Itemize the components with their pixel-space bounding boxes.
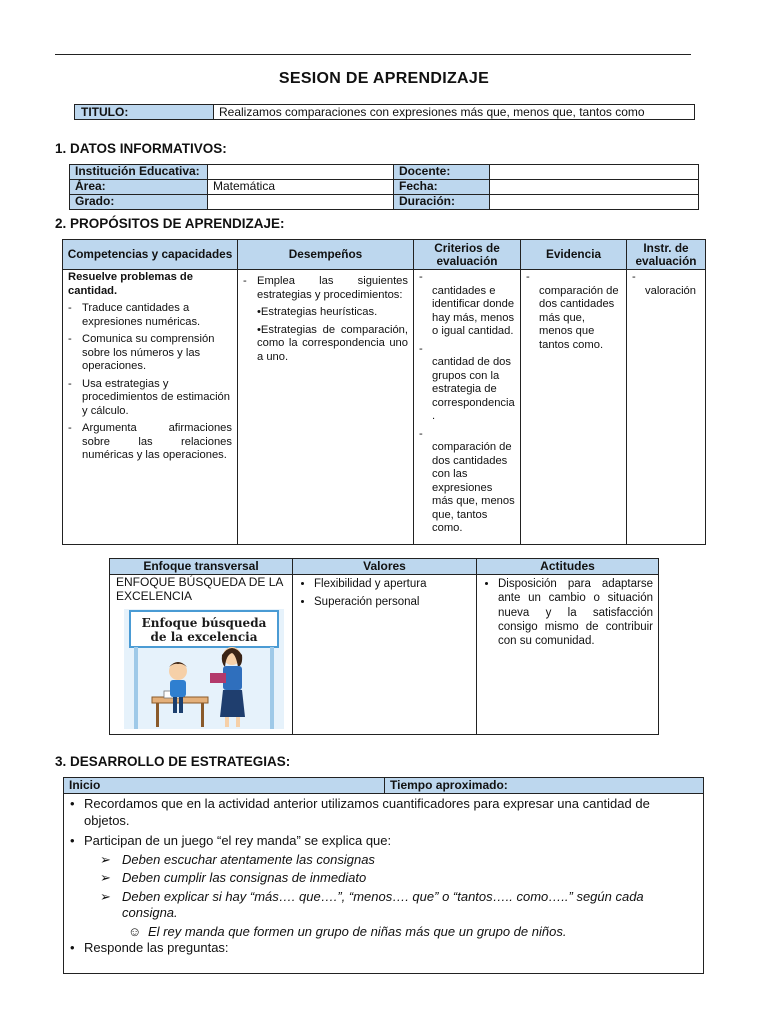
instrumento-text: valoración (645, 284, 696, 297)
arrow-item: ➢ Deben explicar si hay “más…. que….”, “menos…. que” o “tantos….. como…..” según cada consigna. (100, 888, 644, 920)
dash-mark: - (419, 427, 423, 440)
table-row (63, 270, 706, 545)
titulo-box (74, 104, 695, 120)
table-header-row (63, 240, 706, 270)
table-row (70, 180, 699, 195)
arrow-item: ➢ Deben cumplir las consignas de inmediato (100, 870, 367, 885)
list-item: • Recordamos que en la actividad anterior utilizamos cuantificadores para expresar una cantidad de objetos. (70, 796, 697, 829)
titulo-value: Realizamos comparaciones con expresiones más que, menos que, tantos como (219, 105, 645, 119)
table-row (110, 575, 659, 735)
desempeno-intro: - Emplea las siguientes estrategias y procedimientos: (243, 275, 408, 302)
arrow-icon: ➢ (100, 851, 111, 867)
enfoque-cell (110, 575, 293, 735)
evidencia-text: comparación de dos cantidades más que, menos que tantos como. (539, 284, 619, 351)
col-evidencia: Evidencia (521, 240, 627, 270)
col-competencias: Competencias y capacidades (63, 240, 238, 270)
duracion-value (490, 195, 699, 210)
header-rule (55, 54, 691, 55)
dash-mark: - (632, 271, 636, 283)
table-header-row (64, 778, 704, 794)
capacidades-list (68, 302, 232, 463)
col-valores: Valores (293, 559, 477, 575)
list-item: - Traduce cantidades a expresiones numéricas. (68, 302, 232, 329)
criterio-item: - comparación de dos cantidades con las expresiones más que, menos que, tantos como. (419, 427, 515, 534)
dash-mark: - (419, 342, 423, 355)
valores-list (298, 577, 471, 610)
enfoque-name: ENFOQUE BÚSQUEDA DE LA EXCELENCIA (116, 575, 283, 603)
competencias-cell (63, 270, 238, 545)
illustration-title: Enfoque búsqueda (141, 616, 267, 630)
duracion-label: Duración: (394, 195, 490, 210)
actitudes-list (482, 577, 653, 648)
list-item: • Disposición para adaptarse ante un cambio o situación nueva y la satisfacción consigo mismo de contribuir con su comunidad. (498, 577, 653, 648)
col-criterios: Criterios de evaluación (414, 240, 521, 270)
smiley-icon: ☺ (128, 923, 142, 939)
list-item: • Flexibilidad y apertura (314, 577, 471, 591)
table-row (70, 195, 699, 210)
section-propositos-heading: 2. PROPÓSITOS DE APRENDIZAJE: (55, 216, 285, 231)
grado-value (208, 195, 394, 210)
desempeno-item: •Estrategias heurísticas. (257, 306, 378, 318)
area-value: Matemática (208, 180, 394, 195)
inicio-label: Inicio (64, 778, 385, 794)
list-item: • Participan de un juego “el rey manda” se explica que: (70, 833, 697, 850)
desarrollo-table (63, 777, 704, 974)
docente-label: Docente: (394, 165, 490, 180)
table-row (64, 794, 704, 974)
dash-mark: - (526, 271, 530, 283)
page-title: SESION DE APRENDIZAJE (278, 70, 490, 87)
docente-value (490, 165, 699, 180)
tiempo-label: Tiempo aproximado: (385, 778, 704, 794)
desempenos-cell (238, 270, 414, 545)
arrow-icon: ➢ (100, 888, 111, 904)
section-datos-heading: 1. DATOS INFORMATIVOS: (55, 141, 227, 156)
institucion-value (208, 165, 394, 180)
grado-label: Grado: (70, 195, 208, 210)
col-desempenos: Desempeños (238, 240, 414, 270)
desarrollo-content (64, 794, 704, 974)
dash-mark: - (419, 271, 423, 283)
criterios-cell (414, 270, 521, 545)
col-enfoque: Enfoque transversal (110, 559, 293, 575)
enfoque-illustration (124, 609, 284, 729)
col-actitudes: Actitudes (477, 559, 659, 575)
teacher-student-image (124, 609, 284, 729)
arrow-item: ➢ Deben escuchar atentamente las consignas (100, 851, 375, 867)
svg-text:de la excelencia: de la excelencia (150, 630, 258, 644)
fecha-value (490, 180, 699, 195)
enfoque-table (109, 558, 659, 735)
list-item: - Comunica su comprensión sobre los números y las operaciones. (68, 333, 232, 374)
fecha-label: Fecha: (394, 180, 490, 195)
area-label: Área: (70, 180, 208, 195)
institucion-label: Institución Educativa: (70, 165, 208, 180)
criterio-item: - cantidad de dos grupos con la estrategia de correspondencia . (419, 342, 515, 422)
valores-cell (293, 575, 477, 735)
evidencia-cell (521, 270, 627, 545)
desempeno-item: •Estrategias de comparación, como la correspondencia uno a uno. (257, 323, 408, 363)
table-header-row (110, 559, 659, 575)
list-item: - Usa estrategias y procedimientos de estimación y cálculo. (68, 378, 232, 419)
section-desarrollo-heading: 3. DESARROLLO DE ESTRATEGIAS: (55, 754, 291, 769)
titulo-label: TITULO: (75, 105, 214, 119)
table-row (70, 165, 699, 180)
col-instrumento: Instr. de evaluación (627, 240, 706, 270)
list-item: • Responde las preguntas: (70, 940, 697, 957)
arrow-icon: ➢ (100, 870, 111, 885)
criterio-item: - cantidades e identificar donde hay más, menos o igual cantidad. (419, 271, 515, 337)
competencia-title: Resuelve problemas de cantidad. (68, 271, 193, 297)
list-item: • Superación personal (314, 595, 471, 609)
propositos-table (62, 239, 706, 545)
list-item: - Argumenta afirmaciones sobre las relaciones numéricas y las operaciones. (68, 422, 232, 463)
example-item: ☺ El rey manda que formen un grupo de niñas más que un grupo de niños. (128, 923, 567, 939)
actitudes-cell (477, 575, 659, 735)
instrumento-cell (627, 270, 706, 545)
datos-table (69, 164, 699, 210)
